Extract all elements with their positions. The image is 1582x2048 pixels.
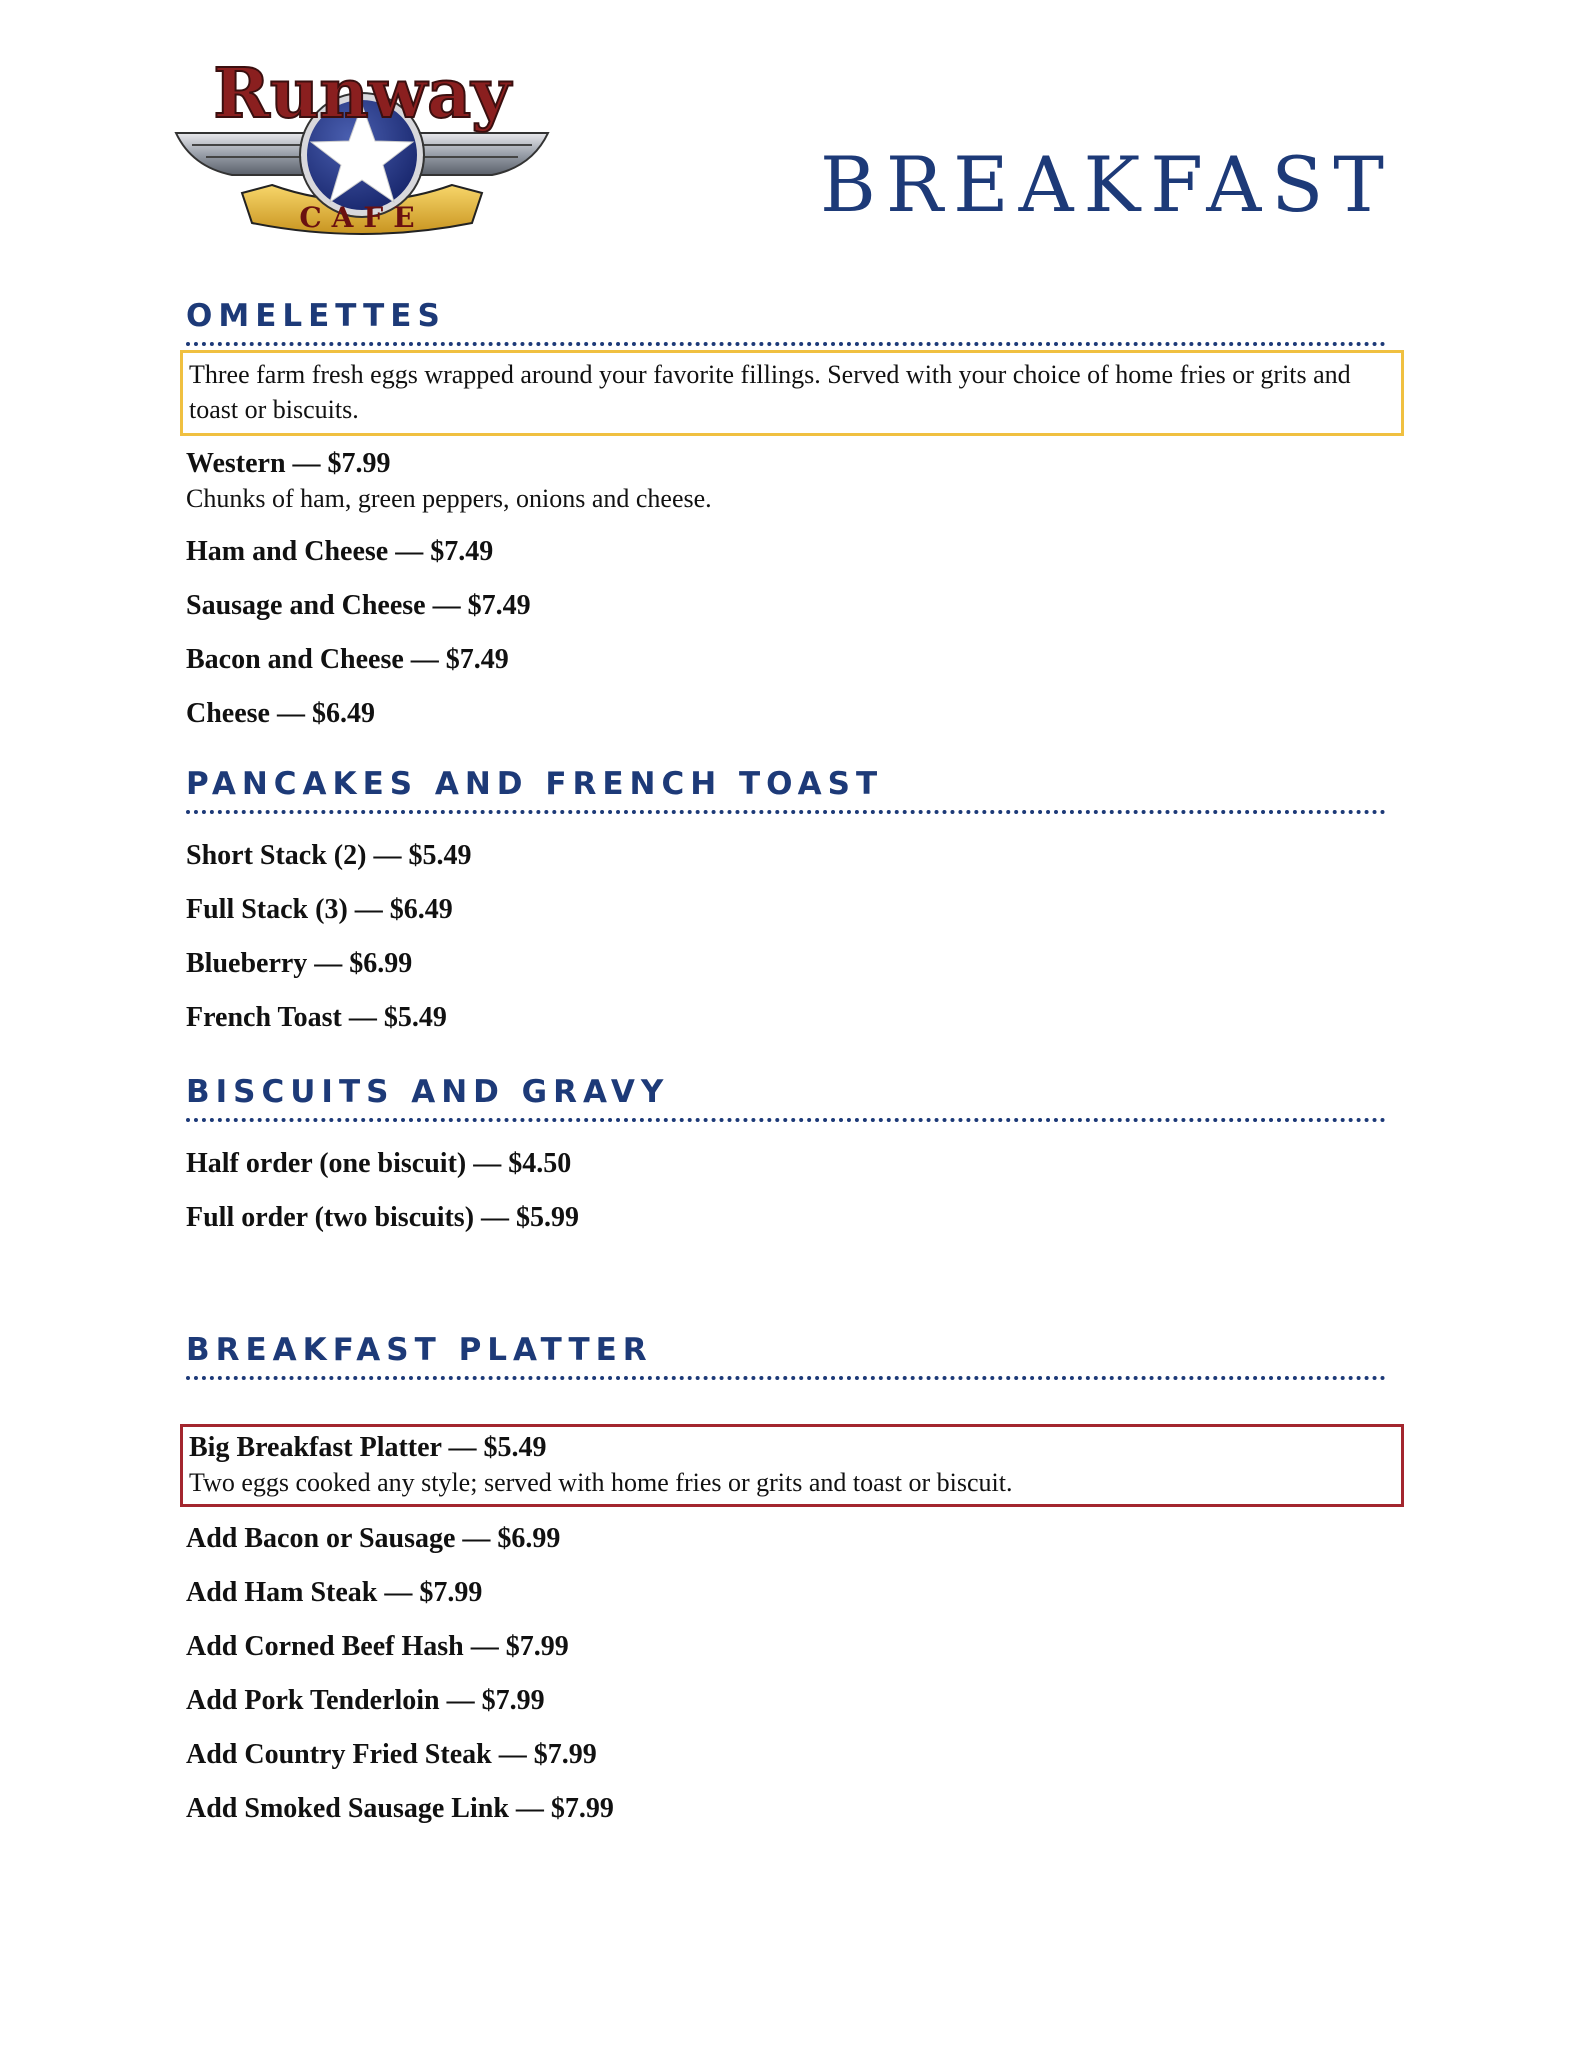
menu-item <box>186 1629 1386 1665</box>
menu-items <box>186 1380 1386 1827</box>
section-heading: OMELETTES <box>186 298 1386 346</box>
menu-item-description: Chunks of ham, green peppers, onions and cheese. <box>186 484 712 513</box>
menu-item-title: French Toast — $5.49 <box>186 1002 447 1033</box>
menu-item <box>186 1200 1386 1236</box>
menu-item <box>186 696 1386 732</box>
runway-cafe-logo <box>172 45 552 245</box>
menu-items <box>186 1122 1386 1236</box>
section-pancakes <box>186 766 1386 1036</box>
menu-item-title: Bacon and Cheese — $7.49 <box>186 644 509 675</box>
menu-item <box>186 1683 1386 1719</box>
menu-item <box>186 1146 1386 1182</box>
menu-item <box>186 534 1386 570</box>
menu-item-title: Ham and Cheese — $7.49 <box>186 536 494 567</box>
menu-item <box>186 642 1386 678</box>
menu-item-title: Full order (two biscuits) — $5.99 <box>186 1202 580 1233</box>
page-title: BREAKFAST <box>820 140 1394 229</box>
section-breakfast-platter <box>186 1332 1386 1827</box>
menu-item <box>186 946 1386 982</box>
menu-item-title: Add Smoked Sausage Link — $7.99 <box>186 1793 614 1824</box>
menu-item <box>186 1737 1386 1773</box>
menu-item-title: Western — $7.99 <box>186 448 391 479</box>
section-heading: BREAKFAST PLATTER <box>186 1332 1386 1380</box>
section-heading: PANCAKES AND FRENCH TOAST <box>186 766 1386 814</box>
menu-item <box>186 1575 1386 1611</box>
menu-item-description: Two eggs cooked any style; served with home fries or grits and toast or biscuit. <box>189 1468 1013 1497</box>
menu-item <box>186 588 1386 624</box>
menu-item-title: Big Breakfast Platter — $5.49 <box>189 1432 547 1463</box>
menu-item <box>186 446 1386 516</box>
section-omelettes <box>186 298 1386 732</box>
logo-subtitle-text: CAFE <box>299 201 425 234</box>
menu-item <box>186 892 1386 928</box>
section-biscuits <box>186 1074 1386 1236</box>
menu-item-title: Full Stack (3) — $6.49 <box>186 894 453 925</box>
menu-item <box>186 1521 1386 1557</box>
menu-item-title: Add Bacon or Sausage — $6.99 <box>186 1523 561 1554</box>
menu-item-title: Add Country Fried Steak — $7.99 <box>186 1739 597 1770</box>
menu-item-title: Sausage and Cheese — $7.49 <box>186 590 531 621</box>
menu-item-featured <box>180 1424 1404 1507</box>
menu-items <box>186 814 1386 1036</box>
section-heading: BISCUITS AND GRAVY <box>186 1074 1386 1122</box>
menu-item-title: Short Stack (2) — $5.49 <box>186 840 472 871</box>
menu-item-title: Blueberry — $6.99 <box>186 948 413 979</box>
menu-content <box>186 298 1386 1845</box>
logo-graphic <box>172 45 552 245</box>
logo-title-text: Runway <box>213 54 511 134</box>
menu-item-title: Add Pork Tenderloin — $7.99 <box>186 1685 545 1716</box>
menu-item <box>186 1791 1386 1827</box>
menu-item <box>186 838 1386 874</box>
section-intro: Three farm fresh eggs wrapped around your favorite fillings. Served with your choice of home fries or grits and toast or biscuits. <box>180 350 1404 436</box>
menu-item-title: Add Ham Steak — $7.99 <box>186 1577 483 1608</box>
menu-item-title: Add Corned Beef Hash — $7.99 <box>186 1631 569 1662</box>
menu-item-title: Half order (one biscuit) — $4.50 <box>186 1148 572 1179</box>
menu-item-title: Cheese — $6.49 <box>186 698 375 729</box>
menu-item <box>186 1000 1386 1036</box>
